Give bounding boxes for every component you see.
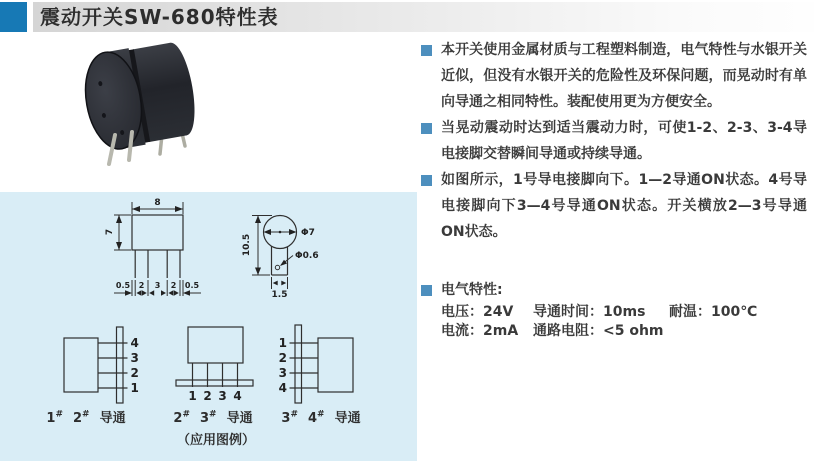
bullet-item [421,115,807,167]
pin-number: 1 [278,336,287,350]
side-diameter-label: Φ7 [301,228,315,238]
pin-number: 1 [188,389,197,403]
application-example-caption: （应用图例） [176,433,255,448]
front-width-label: 8 [154,198,161,208]
bullet-square-icon [421,175,432,186]
circuit-diagram-2-3 [176,327,253,403]
pin-number: 3 [130,351,139,365]
pin-number: 2 [278,351,287,365]
side-tab-width-label: 1.5 [271,290,288,300]
title-bar-background [33,2,814,32]
side-height-label: 10.5 [242,233,252,257]
bullet-text: 如图所示，1号导电接脚向下。1—2导通ON状态。4号导电接脚向下3—4号导通ON状态。开关横放2—3号导通ON状态。 [441,172,807,240]
electrical-section [421,281,807,341]
bullet-text: 当晃动震动时达到适当震动力时，可使1-2、2-3、3-4导电接脚交替瞬间导通或持续导通。 [441,120,807,162]
circuit-label-2-3: 2# 3# 导通 [173,409,253,426]
spec-resistance: 通路电阻：<5 ohm [533,323,664,339]
bullet-text: 本开关使用金属材质与工程塑料制造，电气特性与水银开关近似，但没有水银开关的危险性及环保问题，而晃动时有单向导通之相同特性。装配使用更为方便安全。 [441,42,807,110]
bullet-item [421,37,807,115]
bullet-item [421,167,807,245]
electrical-heading-row [421,281,807,299]
bullet-square-icon [421,285,432,296]
electrical-table [421,303,807,341]
pin-number: 1 [130,381,139,395]
product-photo [75,35,215,175]
spec-on-time: 导通时间：10ms [533,304,646,320]
pitch-label: 0.5 [115,281,131,290]
electrical-row [441,322,807,341]
circuit-label-1-2: 1# 2# 导通 [46,409,126,426]
description-area [421,37,807,341]
pitch-label: 2 [170,281,177,290]
bullet-square-icon [421,45,432,56]
page-title: 震动开关SW-680特性表 [40,5,279,29]
title-bar [0,2,814,32]
pin-number: 3 [218,389,227,403]
pitch-label: 3 [154,281,161,290]
pin-number: 4 [278,381,287,395]
circuit-diagram-1-2 [64,327,139,403]
circuit-diagram-3-4 [279,325,353,403]
electrical-row [441,303,807,322]
diagram-panel [0,192,417,461]
pin-number: 4 [233,389,242,403]
pin-number: 2 [203,389,212,403]
front-height-label: 7 [105,228,115,236]
pitch-label: 2 [138,281,145,290]
pin-number: 4 [130,336,139,350]
pin-number: 3 [278,366,287,380]
front-view-drawing [105,198,201,296]
spec-voltage: 电压：24V [441,304,514,320]
bullet-square-icon [421,123,432,134]
product-photo-area [0,32,417,192]
title-accent-square [0,2,27,32]
electrical-heading: 电气特性: [441,282,503,298]
spec-temperature: 耐温：100℃ [669,304,758,320]
side-hole-label: Φ0.6 [295,251,319,261]
circuit-label-3-4: 3# 4# 导通 [281,409,361,426]
spec-current: 电流：2mA [441,323,519,339]
pin-number: 2 [130,366,139,380]
side-view-drawing [242,216,319,301]
pitch-label: 0.5 [184,281,200,290]
